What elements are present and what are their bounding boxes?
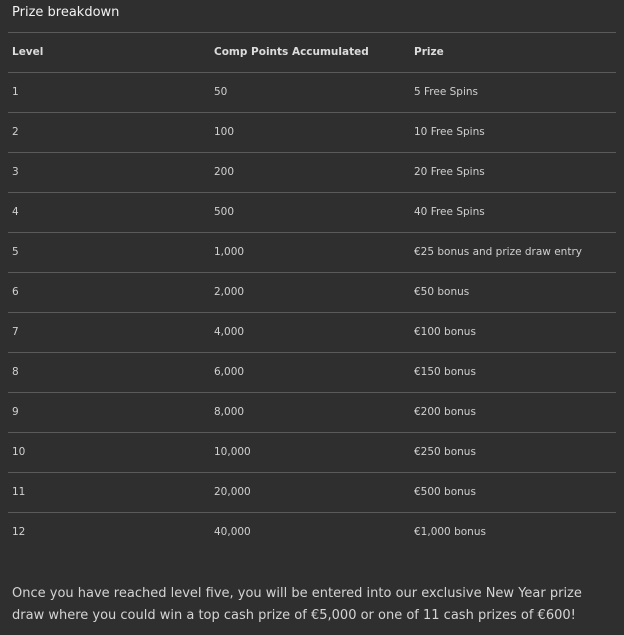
cell-level: 5 — [12, 246, 19, 258]
cell-level: 6 — [12, 286, 19, 298]
cell-prize: €50 bonus — [414, 286, 470, 298]
cell-comp-points: 1,000 — [214, 246, 245, 258]
table-row — [8, 312, 616, 352]
table-row — [8, 472, 616, 512]
cell-level: 2 — [12, 126, 19, 138]
prize-draw-description: Once you have reached level five, you will be entered into our exclusive New Year prize draw where you could win a top cash prize of €5,000 or one of 11 cash prizes of €600! — [12, 586, 582, 623]
cell-prize: 40 Free Spins — [414, 206, 485, 218]
header-prize: Prize — [414, 46, 444, 58]
table-row — [8, 72, 616, 112]
cell-prize: €100 bonus — [414, 326, 476, 338]
cell-comp-points: 6,000 — [214, 366, 245, 378]
prize-table — [8, 32, 616, 552]
cell-level: 7 — [12, 326, 19, 338]
cell-comp-points: 10,000 — [214, 446, 251, 458]
cell-level: 3 — [12, 166, 19, 178]
cell-prize: 20 Free Spins — [414, 166, 485, 178]
page-title: Prize breakdown — [12, 5, 120, 20]
cell-level: 11 — [12, 486, 26, 498]
table-row — [8, 152, 616, 192]
table-row — [8, 272, 616, 312]
cell-prize: €500 bonus — [414, 486, 476, 498]
cell-prize: €250 bonus — [414, 446, 476, 458]
table-row — [8, 392, 616, 432]
cell-level: 9 — [12, 406, 19, 418]
table-row — [8, 352, 616, 392]
cell-level: 12 — [12, 526, 26, 538]
cell-comp-points: 8,000 — [214, 406, 245, 418]
cell-level: 4 — [12, 206, 19, 218]
cell-comp-points: 500 — [214, 206, 235, 218]
table-row — [8, 432, 616, 472]
table-row — [8, 512, 616, 552]
cell-level: 10 — [12, 446, 26, 458]
table-row — [8, 232, 616, 272]
cell-comp-points: 200 — [214, 166, 235, 178]
cell-comp-points: 4,000 — [214, 326, 245, 338]
cell-level: 1 — [12, 86, 19, 98]
table-row — [8, 112, 616, 152]
header-comp-points: Comp Points Accumulated — [214, 46, 369, 58]
table-header — [8, 32, 616, 72]
cell-prize: €25 bonus and prize draw entry — [414, 246, 582, 258]
cell-prize: €1,000 bonus — [414, 526, 486, 538]
cell-prize: €150 bonus — [414, 366, 476, 378]
cell-comp-points: 100 — [214, 126, 235, 138]
cell-comp-points: 50 — [214, 86, 228, 98]
header-level: Level — [12, 46, 44, 58]
cell-prize: €200 bonus — [414, 406, 476, 418]
cell-comp-points: 2,000 — [214, 286, 245, 298]
cell-prize: 10 Free Spins — [414, 126, 485, 138]
cell-comp-points: 20,000 — [214, 486, 251, 498]
cell-comp-points: 40,000 — [214, 526, 251, 538]
cell-prize: 5 Free Spins — [414, 86, 479, 98]
cell-level: 8 — [12, 366, 19, 378]
table-row — [8, 192, 616, 232]
